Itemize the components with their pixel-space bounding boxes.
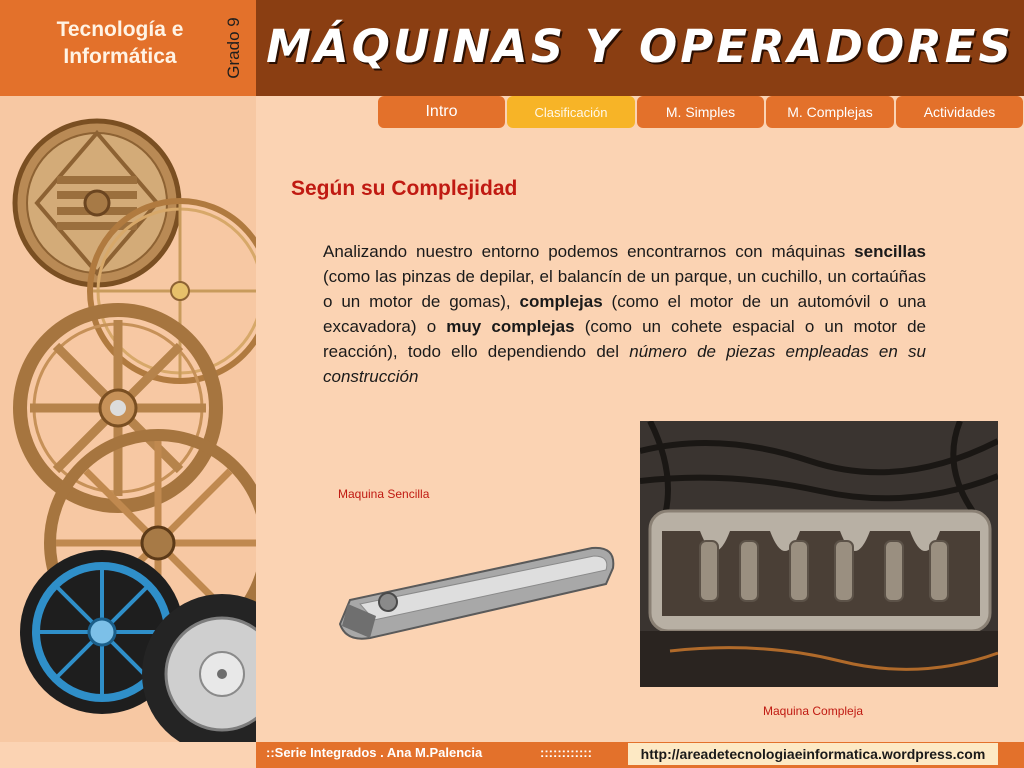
- engine-image: [640, 421, 998, 687]
- tab-clasificacion[interactable]: Clasificación: [507, 96, 635, 128]
- spoked-wheel-icon: [20, 310, 216, 506]
- caption-simple-machine: Maquina Sencilla: [338, 487, 430, 501]
- subject-title: Tecnología e Informática: [56, 18, 184, 68]
- grade-label: [214, 6, 254, 90]
- footer-credit: ::Serie Integrados . Ana M.Palencia: [266, 745, 483, 760]
- footer-url-link[interactable]: http://areadetecnologiaeinformatica.wordpress.com: [628, 743, 998, 765]
- side-panel: [0, 96, 256, 742]
- tab-actividades[interactable]: Actividades: [896, 96, 1023, 128]
- footer-bar: [256, 742, 1024, 768]
- grade-text: Grado 9: [224, 17, 243, 79]
- tab-m-simples[interactable]: M. Simples: [637, 96, 764, 128]
- header-title-panel: [256, 0, 1024, 96]
- tab-m-complejas[interactable]: M. Complejas: [766, 96, 894, 128]
- tab-intro[interactable]: Intro: [378, 96, 505, 128]
- nail-clipper-icon: [330, 538, 620, 648]
- engine-illustration: [640, 421, 998, 687]
- footer-dots: ::::::::::::: [540, 745, 592, 760]
- page-title: MÁQUINAS Y OPERADORES: [266, 20, 1014, 73]
- header-left-panel: [0, 0, 256, 96]
- wheels-illustration: [0, 96, 256, 742]
- body-paragraph: Analizando nuestro entorno podemos encontrarnos con máquinas sencillas (como las pinzas de depilar, el balancín de un parque, un cuchillo, un cortaúñas o un motor de gomas), complejas (como el motor de un automóvil o una excavadora) o muy complejas (como un cohete espacial o un motor de reacción), todo ello dependiendo del número de piezas empleadas en su construcción: [323, 242, 926, 386]
- section-title: Según su Complejidad: [291, 177, 518, 200]
- caption-complex-machine: Maquina Compleja: [763, 704, 864, 718]
